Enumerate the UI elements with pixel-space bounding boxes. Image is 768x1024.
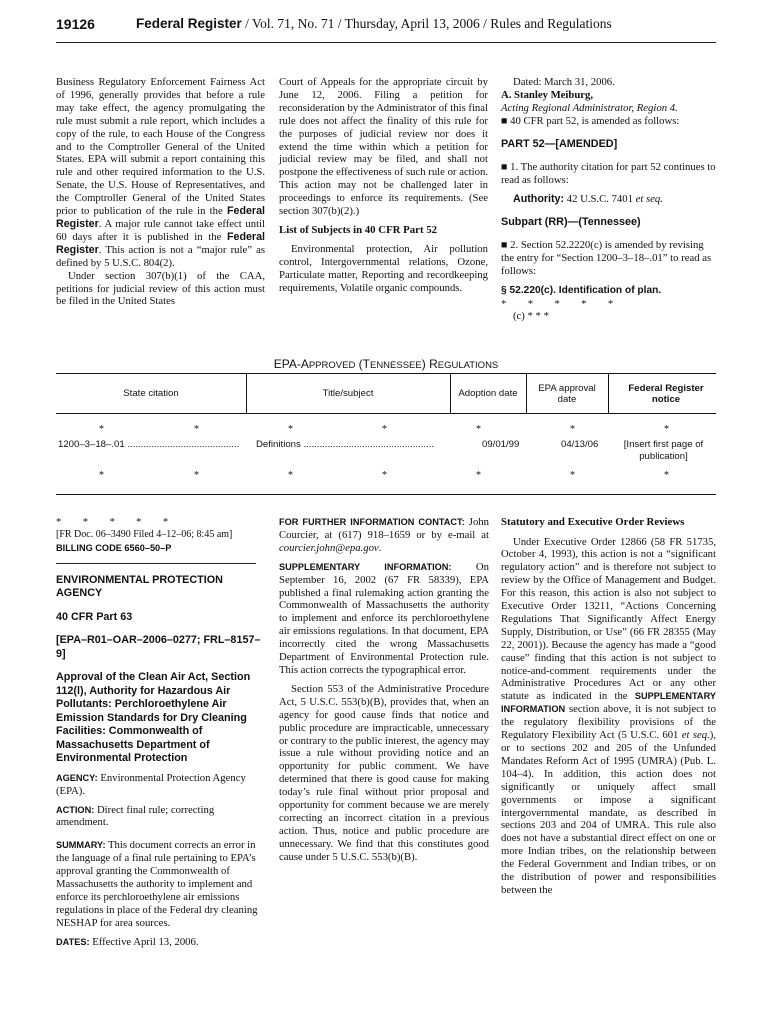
cell-adoption-date: 09/01/99: [482, 439, 520, 450]
subjects-heading: List of Subjects in 40 CFR Part 52: [279, 223, 438, 236]
cell-approval-date: 04/13/06: [561, 439, 599, 450]
billing-code: BILLING CODE 6560–50–P: [56, 542, 172, 553]
rule-title: Approval of the Clean Air Act, Section 112(l), Authority for Hazardous Air Pollutants: Perchloroethylene Air Emission Standards for Dry Cleaning Facilities: Commonwealth of Massachusetts Department of Environmental Protection: [56, 671, 251, 765]
section-heading: § 52.220(c). Identification of plan.: [501, 285, 662, 297]
action: ACTION: Direct final rule; correcting amendment.: [56, 803, 215, 829]
paragraph: Section 553 of the Administrative Procedure Act, 5 U.S.C. 553(b)(B), provides that, when an agency for good cause finds that notice and public procedure are impracticable, unnecessary or contrary to the public interest, the agency may issue a rule without providing notice and an opportunity for public comment. We have determined that there is good cause for making today’s rule final without prior proposal and opportunity for comment because we are merely correcting an incorrect citation in a previous action. Thus, notice and public procedure are unnecessary. We find that this constitutes good cause under 5 U.S.C. 553(b)(B).: [279, 682, 489, 863]
top-column-3: [501, 76, 716, 323]
col-header-title-subject: Title/subject: [322, 388, 374, 399]
cell-state-citation: 1200–3–18–.01 ..........................................: [58, 439, 240, 450]
paragraph: Court of Appeals for the appropriate circuit by June 12, 2006. Filing a petition for reconsideration by the Administrator of this final rule does not affect the finality of this rule for the purposes of judicial review nor does it extend the time within which a petition for judicial review may be filed, and shall not postpone the effectiveness of such rule or action. This action may not be challenged later in proceedings to enforce its requirements. (See section 307(b)(2).): [279, 76, 488, 218]
divider: [56, 563, 256, 564]
subjects-list: Environmental protection, Air pollution control, Intergovernmental relations, Ozone, Particulate matter, Reporting and recordkeeping requirements, Volatile organic compounds.: [279, 243, 488, 295]
stars: * * * * *: [501, 297, 614, 310]
part-heading: PART 52—[AMENDED]: [501, 137, 618, 150]
cell-title-subject: Definitions .................................................: [256, 439, 435, 450]
header-rule: [56, 413, 716, 414]
contact-email[interactable]: courcier.john@epa.gov: [279, 541, 379, 554]
text: . A major rule cannot take effect until 60 days after it is published in the: [56, 217, 265, 243]
table-title: EPA-APPROVED (TENNESSEE) REGULATIONS: [273, 357, 499, 371]
c-line: (c) * * *: [513, 310, 549, 323]
col-header-state-citation: State citation: [123, 388, 179, 399]
ellipsis-star: *: [382, 470, 387, 481]
column-divider: [608, 374, 609, 413]
header-title: [136, 16, 612, 32]
dated: Dated: March 31, 2006.: [513, 76, 615, 88]
page-number: 19126: [56, 16, 95, 32]
cfr-heading: 40 CFR Part 63: [56, 610, 133, 623]
paragraph: Under section 307(b)(1) of the CAA, petitions for judicial review of this action must be filed in the United States: [56, 269, 265, 308]
bold-text: Federal Register: [56, 205, 265, 230]
text: Business Regulatory Enforcement Fairness Act of 1996, generally provides that before a rule may take effect, the agency promulgating the rule must submit a rule report, which includes a copy of the rule, to each House of the Congress and to the Comptroller General of the United States. EPA will submit a report containing this rule and other required information to the U.S. Senate, the U.S. House of Representatives, and the Comptroller General of the United States prior to publication of the rule in the: [56, 76, 265, 218]
item-1: ■ 1. The authority citation for part 52 continues to read as follows:: [501, 161, 716, 187]
ellipsis-star: *: [664, 470, 669, 481]
signer: A. Stanley Meiburg,: [501, 88, 594, 101]
docket-number: [EPA–R01–OAR–2006–0277; FRL–8157–9]: [56, 634, 261, 660]
bottom-column-3: [501, 516, 716, 897]
ellipsis-star: *: [99, 470, 104, 481]
summary: SUMMARY: This document corrects an error in the language of a final rule pertaining to EPA’s approval granting the Commonwealth of Massachusetts the authority to implement and enforce its perchloroethylene air emissions regulations in place of the Federal dry cleaning NESHAP for area sources.: [56, 839, 258, 929]
authority: [501, 193, 716, 206]
top-column-2: [279, 76, 488, 295]
further-info: FOR FURTHER INFORMATION CONTACT: John Courcier, at (617) 918–1659 or by e-mail at courcier.john@epa.gov.: [279, 516, 489, 554]
subpart-heading: Subpart (RR)—(Tennessee): [501, 215, 641, 228]
text: . This action is not a “major rule” as defined by 5 U.S.C. 804(2).: [56, 243, 265, 269]
amend-intro: ■ 40 CFR part 52, is amended as follows:: [501, 114, 680, 127]
ellipsis-star: *: [194, 424, 199, 435]
ellipsis-star: *: [570, 424, 575, 435]
column-divider: [526, 374, 527, 413]
item-2: ■ 2. Section 52.2220(c) is amended by revising the entry for “Section 1200–3–18–.01” to read as follows:: [501, 239, 712, 278]
ellipsis-star: *: [570, 470, 575, 481]
bottom-column-1: [56, 516, 265, 949]
supplementary-info: SUPPLEMENTARY INFORMATION: On September 16, 2002 (67 FR 58339), EPA published a final rulemaking action granting the Commonwealth of Massachusetts the authority to implement and enforce its perchloroethylene air emissions regulations. In that document, EPA incorrectly cited the wrong Massachusetts Department of Environmental Protection rule. This action corrects the typographical error.: [279, 560, 489, 676]
ellipsis-star: *: [99, 424, 104, 435]
top-column-1: [56, 76, 265, 308]
agency: AGENCY: Environmental Protection Agency (EPA).: [56, 771, 246, 797]
col-header-approval-date: EPA approval date: [538, 383, 596, 405]
ellipsis-star: *: [382, 424, 387, 435]
header-info: / Vol. 71, No. 71 / Thursday, April 13, 2006 / Rules and Regulations: [241, 16, 612, 31]
ellipsis-star: *: [476, 424, 481, 435]
running-header: [56, 14, 716, 43]
col-header-adoption-date: Adoption date: [458, 388, 518, 399]
paragraph: Under Executive Order 12866 (58 FR 51735, October 4, 1993), this action is not a “significant regulatory action” and is therefore not subject to review by the Office of Management and Budget. For this reason, this action is also not subject to Executive Order 13211, “Actions Concerning Regulations That Significantly Affect Energy Supply, Distribution, or Use” (66 FR 28355 (May 22, 2001)). Because the agency has made a “good cause” finding that this action is not subject to notice-and-comment requirements under the Administrative Procedures Act or any other statute as indicated in the SUPPLEMENTARY INFORMATION section above, it is not subject to the regulatory flexibility provisions of the Regulatory Flexibility Act (5 U.S.C. 601 et seq.), or to sections 202 and 205 of the Unfunded Mandates Reform Act of 1995 (UMRA) (Pub. L. 104–4). In addition, this action does not significantly or uniquely affect small governments or impose a significant intergovernmental mandate, as described in sections 203 and 204 of UMRA. This rule also does not have a substantial direct effect on one or more Indian tribes, on the relationship between the Federal Government and Indian tribes, or on the distribution of power and responsibilities between the: [501, 535, 716, 896]
cell-fr-notice: [Insert first page of publication]: [623, 439, 704, 462]
ellipsis-star: *: [664, 424, 669, 435]
text: 42 U.S.C. 7401: [564, 192, 636, 205]
publication-name: Federal Register: [136, 16, 242, 31]
ellipsis-star: *: [476, 470, 481, 481]
ellipsis-star: *: [288, 424, 293, 435]
dates: DATES: Effective April 13, 2006.: [56, 935, 199, 948]
col-header-fr-notice: Federal Register notice: [628, 383, 704, 405]
bold-text: Federal Register: [56, 230, 265, 256]
italic-text: et seq.: [635, 192, 663, 205]
bottom-column-2: [279, 516, 489, 864]
reviews-heading: Statutory and Executive Order Reviews: [501, 516, 685, 528]
stars: * * * * *: [56, 516, 169, 528]
agency-heading: ENVIRONMENTAL PROTECTION AGENCY: [56, 573, 223, 600]
paragraph: [56, 76, 265, 270]
fr-doc: [FR Doc. 06–3490 Filed 4–12–06; 8:45 am]: [56, 528, 233, 540]
regulations-table: [56, 373, 716, 495]
ellipsis-star: *: [288, 470, 293, 481]
signer-title: Acting Regional Administrator, Region 4.: [501, 101, 678, 114]
ellipsis-star: *: [194, 470, 199, 481]
authority-label: Authority:: [513, 192, 565, 205]
